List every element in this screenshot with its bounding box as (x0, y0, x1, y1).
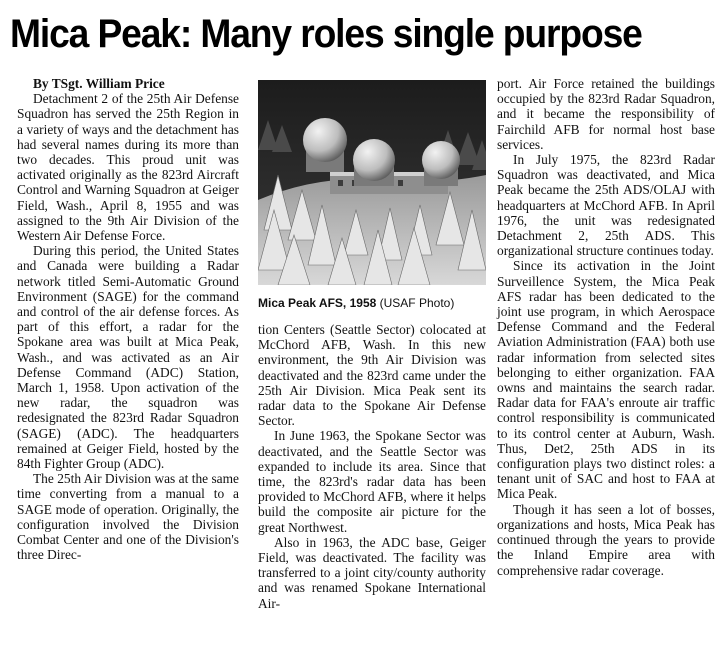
paragraph: Since its activation in the Joint Surveillence System, the Mica Peak AFS radar has been dedicated to the joint use program, in which Aerospace Defense Command and the Federal Aviation Administration (FAA) both use radar information from selected sites belonging to either organization. FAA owns and maintains the search radar. Radar data for FAA's enroute air traffic control responsibility is communicated to its control center at Auburn, Wash. Thus, Det2, 25th ADS in its configuration plays two distinct roles: a tenant unit of SAC and host to FAA at Mica Peak. (497, 258, 715, 502)
article-column-3 (497, 76, 715, 578)
caption-credit: (USAF Photo) (379, 296, 455, 310)
radar-station-photo (258, 80, 486, 285)
caption-title: Mica Peak AFS, 1958 (258, 296, 377, 310)
paragraph: Detachment 2 of the 25th Air Defense Squadron has served the 25th Region in a variety of ways and the detachment has had several names during its more than two decades. This proud unit was activated originally as the 823rd Aircraft Control and Warning Squadron at Geiger Field, Wash., April 8, 1955 and was assigned to the 9th Air Division of the Western Air Defense Force. (17, 91, 239, 244)
article-column-2 (258, 322, 486, 611)
paragraph: Also in 1963, the ADC base, Geiger Field, was deactivated. The facility was transferred to a joint city/county authority and was renamed Spokane International Air- (258, 534, 486, 611)
article-column-1 (17, 76, 239, 563)
byline: By TSgt. William Price (33, 76, 165, 91)
paragraph: In June 1963, the Spokane Sector was deactivated, and the Seattle Sector was expanded to include its area. Since that time, the 823rd's radar data has been provided to McChord AFB, where it helps build the composite air picture for the great Northwest. (258, 428, 486, 535)
paragraph: tion Centers (Seattle Sector) colocated at McChord AFB, Wash. In this new environment, the 9th Air Division was deactivated and the 823rd came under the 25th Air Division. Mica Peak sent its radar data to the Spokane Air Defense Sector. (258, 322, 486, 429)
photo-caption (258, 296, 493, 310)
paragraph: In July 1975, the 823rd Radar Squadron was deactivated, and Mica Peak became the 25th ADS/OLAJ with headquarters at McChord AFB. In April 1976, the unit was redesignated Detachment 2, 25th ADS. This organizational structure continues today. (497, 152, 715, 259)
headline: Mica Peak: Many roles single purpose (10, 12, 642, 56)
paragraph: port. Air Force retained the buildings occupied by the 823rd Radar Squadron, and it became the responsibility of Fairchild AFB for normal host base services. (497, 76, 715, 152)
paragraph: The 25th Air Division was at the same time converting from a manual to a SAGE mode of operation. Originally, the configuration involved the Division Combat Center and one of the Division's three Direc- (17, 471, 239, 563)
paragraph: Though it has seen a lot of bosses, organizations and hosts, Mica Peak has continued through the years to provide the Inland Empire area with comprehensive radar coverage. (497, 501, 715, 578)
paragraph: During this period, the United States and Canada were building a Radar network titled Semi-Automatic Ground Environment (SAGE) for the command and control of the air defense forces. As part of this effort, a radar for the Spokane area was built at Mica Peak, Wash., and was activated as an Air Defense Command (ADC) Station, March 1, 1958. Upon activation of the new radar, the squadron was redesignated the 823rd Radar Squadron (SAGE) (ADC). The headquarters remained at Geiger Field, hosted by the 84th Fighter Group (ADC). (17, 243, 239, 472)
